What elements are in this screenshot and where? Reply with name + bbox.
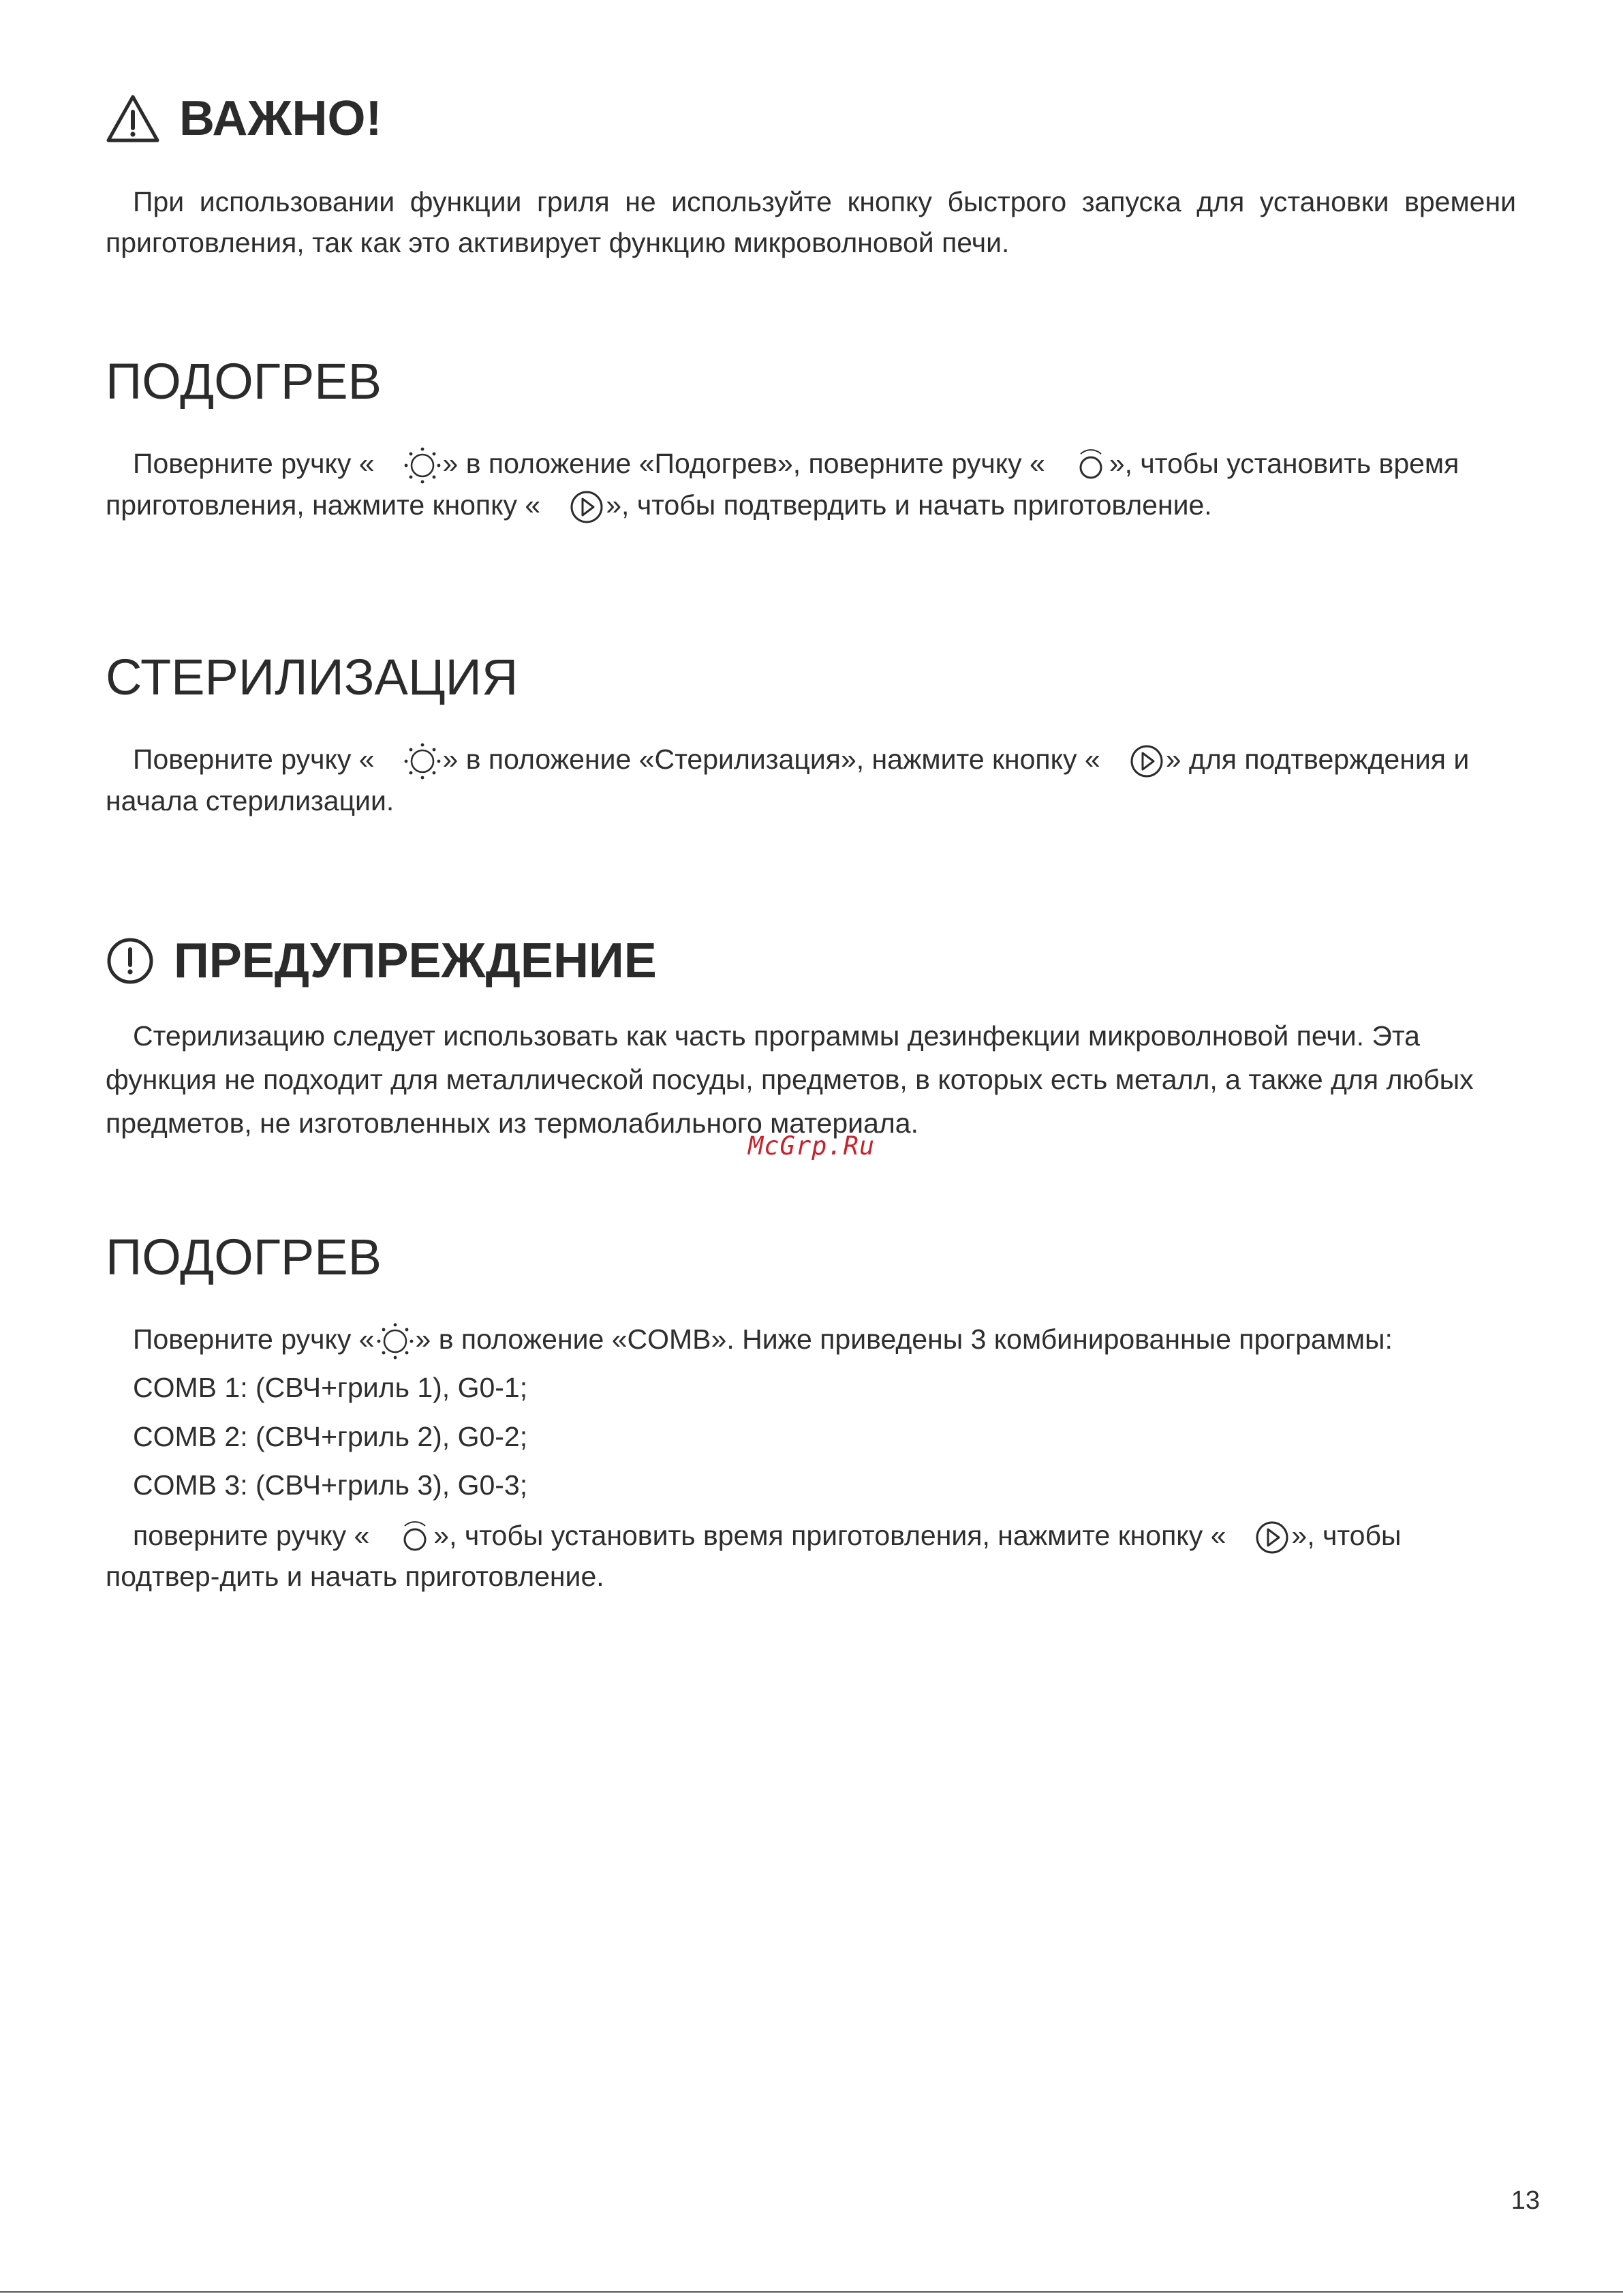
- sterilization-title: СТЕРИЛИЗАЦИЯ: [106, 649, 519, 705]
- caution-text: Стерилизацию следует использовать как часть программы дезинфекции микроволновой печи. Эта функция не подходит для металлической посуды, предметов, в которых есть металл, а также для любых предметов, не изготовленных из термолабильного материала.: [106, 1020, 1474, 1139]
- rotary-knob-icon: [371, 1519, 432, 1556]
- combo-title: ПОДОГРЕВ: [106, 1229, 382, 1285]
- sterilization-text-part3: » для подтверждения и начала стерилизации.: [106, 744, 1470, 817]
- play-circle-icon: [1102, 744, 1164, 779]
- combo-intro-part1: Поверните ручку «: [133, 1323, 375, 1355]
- important-text: При использовании функции гриля не используйте кнопку быстрого запуска для установки времени приготовления, так как это активирует функцию микроволновой печи.: [106, 186, 1516, 258]
- reheat-title: ПОДОГРЕВ: [106, 353, 382, 410]
- reheat-text: [106, 443, 1516, 525]
- sterilization-text: [106, 739, 1516, 821]
- combo-program-1: COMB 1: (СВЧ+гриль 1), G0-1;: [133, 1372, 528, 1403]
- combo-intro: [133, 1319, 1393, 1360]
- bottom-divider: [0, 2291, 1623, 2293]
- reheat-text-part4: », чтобы подтвердить и начать приготовление.: [606, 489, 1212, 521]
- combo-heading: [106, 1229, 382, 1285]
- combo-intro-part2: » в положение «COMB». Ниже приведены 3 комбинированные программы:: [415, 1323, 1393, 1355]
- warning-triangle-icon: [106, 94, 160, 143]
- sun-dial-icon: [376, 742, 442, 780]
- caution-title: ПРЕДУПРЕЖДЕНИЕ: [174, 934, 657, 988]
- watermark: McGrp.Ru: [748, 1131, 876, 1161]
- page-number: 13: [1511, 2186, 1540, 2215]
- rotary-knob-icon: [1047, 447, 1108, 484]
- reheat-text-part2: » в положение «Подогрев», поверните ручку «: [442, 448, 1045, 479]
- reheat-text-part3: », чтобы установить время приготовления, нажмите кнопку «: [106, 448, 1459, 521]
- exclamation-circle-icon: [106, 936, 155, 985]
- combo-outro-part2: », чтобы установить время приготовления, нажмите кнопку «: [433, 1520, 1226, 1551]
- combo-outro: [106, 1515, 1516, 1597]
- sterilization-heading: [106, 649, 519, 705]
- combo-outro-part1: поверните ручку «: [133, 1520, 370, 1551]
- combo-program-3: COMB 3: (СВЧ+гриль 3), G0-3;: [133, 1469, 528, 1501]
- sun-dial-icon: [376, 1322, 414, 1360]
- play-circle-icon: [542, 489, 604, 525]
- important-heading: [106, 91, 382, 146]
- sterilization-text-part2: » в положение «Стерилизация», нажмите кнопку «: [442, 744, 1100, 775]
- reheat-heading: [106, 353, 382, 410]
- sun-dial-icon: [376, 446, 442, 485]
- sterilization-text-part1: Поверните ручку «: [133, 744, 375, 775]
- reheat-text-part1: Поверните ручку «: [133, 448, 375, 479]
- play-circle-icon: [1227, 1520, 1290, 1555]
- important-title: ВАЖНО!: [179, 91, 382, 146]
- combo-outro-part3: », чтобы подтвер-дить и начать приготовление.: [106, 1520, 1402, 1593]
- combo-program-2: COMB 2: (СВЧ+гриль 2), G0-2;: [133, 1421, 528, 1452]
- caution-heading: [106, 934, 657, 988]
